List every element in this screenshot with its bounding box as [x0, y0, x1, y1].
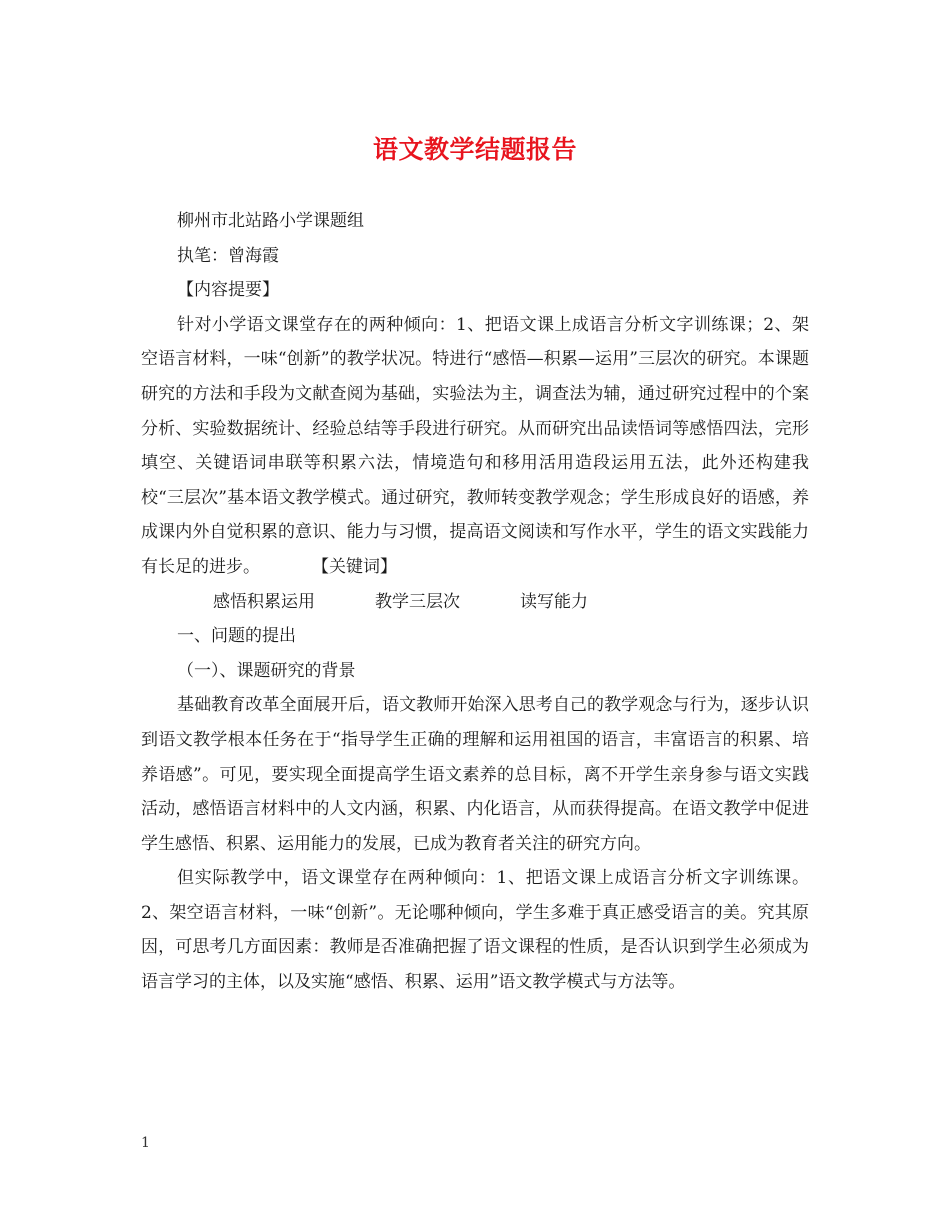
abstract-heading: 【内容提要】 [177, 280, 279, 301]
page-number: 1 [141, 1135, 150, 1151]
author-line: 执笔：曾海霞 [177, 245, 279, 266]
body-paragraph: 但实际教学中，语文课堂存在两种倾向：1、把语文课上成语言分析文字训练课。2、架空语言材料，一味“创新”。无论哪种倾向，学生多难于真正感受语言的美。究其原因，可思考几方面因素：教师是否准确把握了语文课程的性质，是否认识到学生必须成为语言学习的主体，以及实施“感悟、积累、运用”语文教学模式与方法等。 [141, 868, 809, 993]
body-paragraph: 基础教育改革全面展开后，语文教师开始深入思考自己的教学观念与行为，逐步认识到语文教学根本任务在于“指导学生正确的理解和运用祖国的语言，丰富语言的积累、培养语感”。可见，要实现全面提高学生语文素养的总目标，离不开学生亲身参与语文实践活动，感悟语言材料中的人文内涵，积累、内化语言，从而获得提高。在语文教学中促进学生感悟、积累、运用能力的发展，已成为教育者关注的研究方向。 [141, 695, 809, 854]
section-heading: 一、问题的提出 [177, 626, 296, 647]
org-line: 柳州市北站路小学课题组 [177, 211, 364, 231]
keyword-item: 教学三层次 [375, 591, 460, 612]
keywords-line [141, 585, 809, 620]
abstract-text: 针对小学语文课堂存在的两种倾向：1、把语文课上成语言分析文字训练课；2、架空语言材料，一味“创新”的教学状况。特进行“感悟—积累—运用”三层次的研究。本课题研究的方法和手段为文献查阅为基础，实验法为主，调查法为辅，通过研究过程中的个案分析、实验数据统计、经验总结等手段进行研究。从而研究出品读悟词等感悟四法，完形填空、关键语词串联等积累六法，情境造句和移用活用造段运用五法，此外还构建我校“三层次”基本语文教学模式。通过研究，教师转变教学观念；学生形成良好的语感，养成课内外自觉积累的意识、能力与习惯，提高语文阅读和写作水平，学生的语文实践能力有长足的进步。 [141, 314, 809, 577]
keyword-item: 感悟积累运用 [213, 591, 315, 612]
keyword-item: 读写能力 [520, 591, 588, 612]
subsection-heading: （一）、课题研究的背景 [177, 660, 356, 681]
document-body [141, 204, 809, 1000]
abstract-paragraph [141, 308, 809, 585]
document-title: 语文教学结题报告 [372, 135, 577, 164]
keywords-heading: 【关键词】 [312, 556, 397, 577]
